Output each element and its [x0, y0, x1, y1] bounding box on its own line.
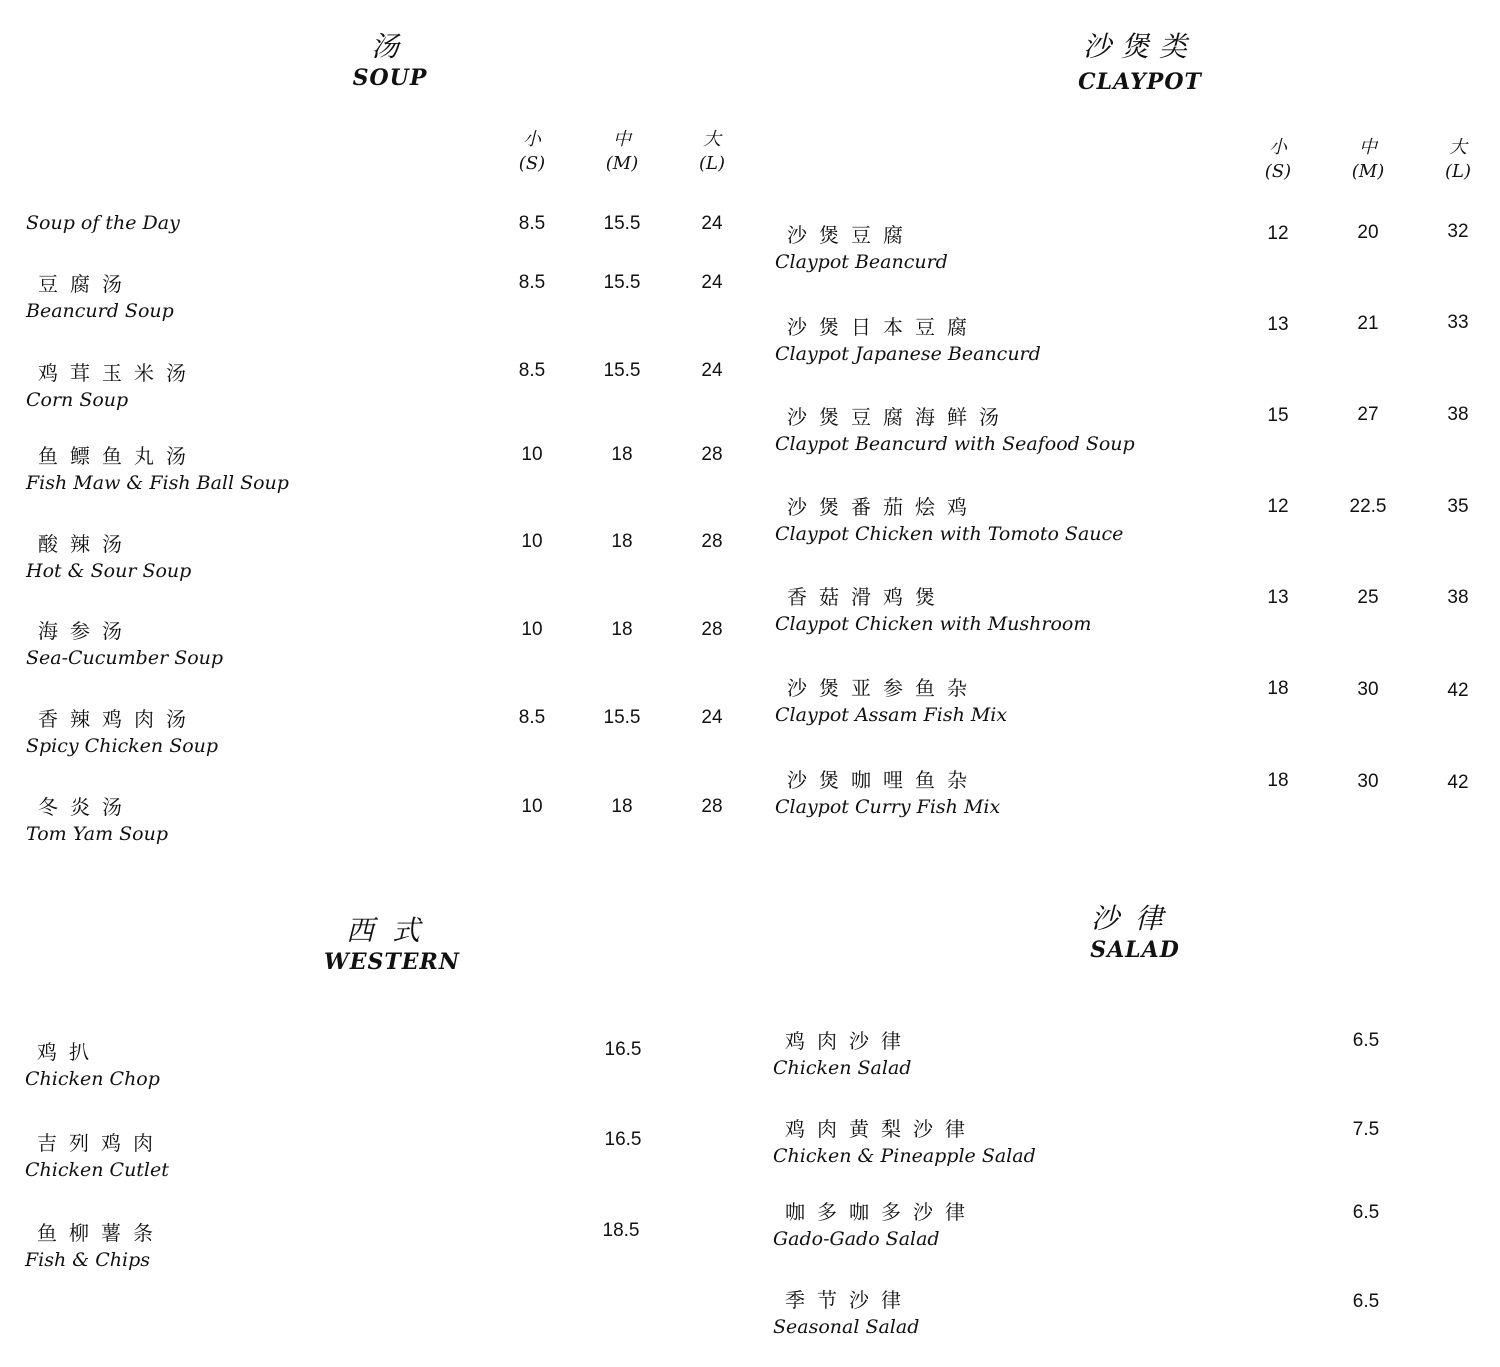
item-name-en: Chicken Chop	[25, 1068, 160, 1090]
item-name-en: Hot & Sour Soup	[26, 560, 192, 582]
item-name-zh: 鸡肉黄梨沙律	[785, 1117, 977, 1141]
price-large: 38	[1447, 404, 1469, 425]
list-item	[26, 270, 174, 324]
item-name-zh: 沙煲豆腐	[787, 223, 915, 247]
item-name-zh: 沙煲亚参鱼杂	[787, 676, 979, 700]
price-large: 38	[1447, 587, 1469, 608]
item-name-en: Claypot Beancurd	[775, 251, 948, 273]
price-large: 28	[701, 444, 723, 465]
price-small: 10	[521, 531, 543, 552]
price-medium: 25	[1357, 587, 1379, 608]
list-item	[775, 583, 1091, 637]
item-name-en: Seasonal Salad	[773, 1316, 920, 1338]
price: 18.5	[602, 1220, 640, 1241]
list-item	[775, 313, 1041, 367]
price-medium: 20	[1357, 222, 1379, 243]
soup-title	[290, 30, 490, 92]
price: 6.5	[1352, 1291, 1380, 1312]
price-small: 8.5	[518, 272, 546, 293]
price-small: 8.5	[518, 707, 546, 728]
item-name-en: Claypot Beancurd with Seafood Soup	[775, 433, 1135, 455]
item-name-en: Claypot Assam Fish Mix	[775, 704, 1008, 726]
price-small: 12	[1267, 496, 1289, 517]
list-item	[26, 210, 180, 236]
claypot-title	[1040, 30, 1240, 96]
price: 7.5	[1352, 1119, 1380, 1140]
soup-size-medium-header: 中 (M)	[605, 129, 639, 174]
item-name-zh: 香辣鸡肉汤	[38, 707, 198, 731]
list-item	[25, 1129, 169, 1183]
list-item	[25, 1219, 165, 1273]
item-name-en: Corn Soup	[26, 389, 129, 411]
item-name-zh: 冬炎汤	[38, 795, 134, 819]
item-name-en: Fish Maw & Fish Ball Soup	[26, 472, 289, 494]
price-medium: 22.5	[1349, 496, 1387, 517]
price-medium: 30	[1357, 771, 1379, 792]
item-name-en: Sea-Cucumber Soup	[26, 647, 224, 669]
price-medium: 15.5	[603, 360, 641, 381]
price-small: 12	[1267, 223, 1289, 244]
claypot-size-medium-header: 中 (M)	[1351, 137, 1385, 182]
item-name-zh: 鱼柳薯条	[37, 1221, 165, 1245]
price-large: 32	[1447, 221, 1469, 242]
list-item	[25, 1038, 160, 1092]
item-name-en: Chicken Salad	[773, 1057, 912, 1079]
list-item	[773, 1027, 913, 1081]
item-name-en: Chicken Cutlet	[25, 1159, 169, 1181]
item-name-zh: 季节沙律	[785, 1288, 913, 1312]
price-large: 42	[1447, 772, 1469, 793]
western-title	[292, 914, 492, 976]
price-small: 18	[1267, 770, 1289, 791]
list-item	[775, 493, 1123, 547]
price-medium: 15.5	[603, 707, 641, 728]
item-name-zh: 沙煲豆腐海鲜汤	[787, 405, 1011, 429]
price-large: 42	[1447, 680, 1469, 701]
price-small: 15	[1267, 405, 1289, 426]
western-title-en: WESTERN	[324, 949, 460, 975]
item-name-zh: 鸡肉沙律	[785, 1029, 913, 1053]
list-item	[775, 766, 1000, 820]
list-item	[26, 359, 198, 413]
item-name-zh: 咖多咖多沙律	[785, 1200, 977, 1224]
item-name-zh: 鱼鳔鱼丸汤	[38, 444, 198, 468]
item-name-en: Beancurd Soup	[26, 300, 174, 322]
salad-title-zh: 沙律	[1090, 902, 1179, 935]
price: 16.5	[604, 1129, 642, 1150]
price-medium: 27	[1357, 404, 1379, 425]
price-medium: 18	[611, 796, 633, 817]
soup-title-en: SOUP	[352, 65, 428, 91]
item-name-en: Gado-Gado Salad	[773, 1228, 940, 1250]
item-name-en: Chicken & Pineapple Salad	[773, 1145, 1036, 1167]
price-small: 8.5	[518, 213, 546, 234]
list-item	[775, 674, 1007, 728]
item-name-zh: 鸡茸玉米汤	[38, 361, 198, 385]
price-large: 28	[701, 531, 723, 552]
price-small: 18	[1267, 678, 1289, 699]
price-small: 13	[1267, 587, 1289, 608]
price-small: 10	[521, 796, 543, 817]
item-name-zh: 酸辣汤	[38, 532, 134, 556]
claypot-size-small-header: 小 (S)	[1264, 137, 1292, 182]
item-name-en: Fish & Chips	[25, 1249, 151, 1271]
claypot-title-zh: 沙煲类	[1082, 30, 1197, 63]
list-item	[773, 1286, 919, 1340]
list-item	[773, 1198, 977, 1252]
item-name-zh: 香菇滑鸡煲	[787, 585, 947, 609]
list-item	[775, 403, 1135, 457]
price-medium: 21	[1357, 313, 1379, 334]
price-large: 35	[1447, 496, 1469, 517]
price-medium: 15.5	[603, 272, 641, 293]
price-small: 13	[1267, 314, 1289, 335]
price-small: 10	[521, 444, 543, 465]
item-name-en: Tom Yam Soup	[26, 823, 168, 845]
item-name-zh: 海参汤	[38, 619, 134, 643]
salad-title-en: SALAD	[1090, 937, 1180, 963]
claypot-title-en: CLAYPOT	[1078, 69, 1202, 95]
price: 16.5	[604, 1039, 642, 1060]
list-item	[26, 705, 218, 759]
item-name-zh: 沙煲日本豆腐	[787, 315, 979, 339]
soup-size-large-header: 大 (L)	[699, 129, 725, 174]
item-name-en: Spicy Chicken Soup	[26, 735, 219, 757]
item-name-zh: 沙煲咖哩鱼杂	[787, 768, 979, 792]
item-name-en: Claypot Japanese Beancurd	[775, 343, 1041, 365]
price-small: 8.5	[518, 360, 546, 381]
list-item	[773, 1115, 1036, 1169]
salad-title	[1035, 902, 1235, 964]
item-name-zh: 沙煲番茄烩鸡	[787, 495, 979, 519]
price-small: 10	[521, 619, 543, 640]
price-medium: 18	[611, 531, 633, 552]
price-medium: 18	[611, 444, 633, 465]
price: 6.5	[1352, 1202, 1380, 1223]
price-medium: 30	[1357, 679, 1379, 700]
price-large: 24	[701, 213, 723, 234]
item-name-en: Soup of the Day	[26, 212, 180, 234]
price-medium: 15.5	[603, 213, 641, 234]
item-name-zh: 豆腐汤	[38, 272, 134, 296]
price-large: 24	[701, 707, 723, 728]
price: 6.5	[1352, 1030, 1380, 1051]
western-title-zh: 西式	[345, 914, 438, 947]
list-item	[26, 617, 223, 671]
list-item	[26, 442, 289, 496]
item-name-zh: 吉列鸡肉	[37, 1131, 165, 1155]
price-large: 28	[701, 619, 723, 640]
item-name-en: Claypot Chicken with Tomoto Sauce	[775, 523, 1124, 545]
item-name-zh: 鸡扒	[37, 1040, 101, 1064]
list-item	[26, 530, 191, 584]
price-large: 33	[1447, 312, 1469, 333]
claypot-size-large-header: 大 (L)	[1445, 137, 1471, 182]
price-large: 24	[701, 360, 723, 381]
soup-size-small-header: 小 (S)	[518, 129, 546, 174]
list-item	[775, 221, 948, 275]
list-item	[26, 793, 168, 847]
price-large: 28	[701, 796, 723, 817]
price-medium: 18	[611, 619, 633, 640]
price-large: 24	[701, 272, 723, 293]
item-name-en: Claypot Chicken with Mushroom	[775, 613, 1092, 635]
soup-title-zh: 汤	[370, 30, 409, 63]
item-name-en: Claypot Curry Fish Mix	[775, 796, 1001, 818]
